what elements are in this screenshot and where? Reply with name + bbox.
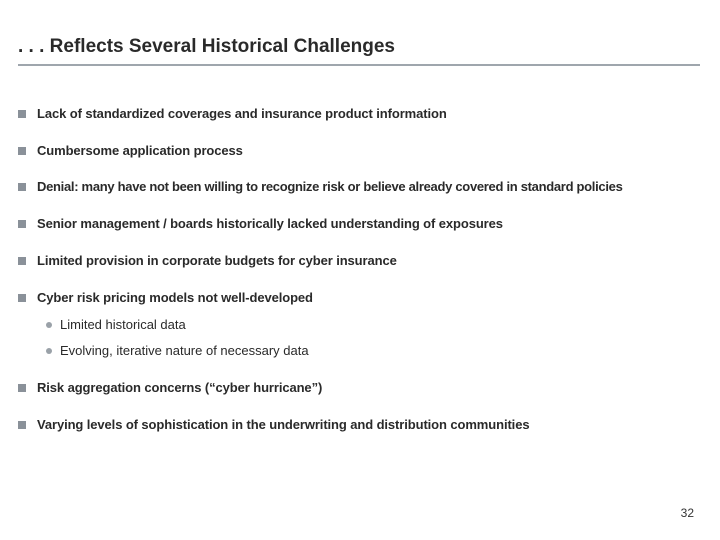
square-bullet-icon [18, 421, 26, 429]
square-bullet-icon [18, 220, 26, 228]
sub-bullet-item [46, 317, 186, 332]
slide-title: . . . Reflects Several Historical Challenges [18, 36, 395, 57]
bullet-text: Denial: many have not been willing to recognize risk or believe already covered in standard policies [37, 179, 623, 194]
title-divider [18, 64, 700, 66]
page-number: 32 [680, 506, 694, 520]
bullet-text: Varying levels of sophistication in the underwriting and distribution communities [37, 417, 530, 432]
sub-bullet-item [46, 343, 309, 358]
square-bullet-icon [18, 384, 26, 392]
bullet-text: Limited provision in corporate budgets for cyber insurance [37, 253, 397, 268]
bullet-item [18, 179, 623, 194]
sub-bullet-text: Limited historical data [60, 317, 186, 332]
bullet-item [18, 380, 322, 395]
square-bullet-icon [18, 183, 26, 191]
square-bullet-icon [18, 147, 26, 155]
bullet-item [18, 106, 447, 121]
bullet-text: Lack of standardized coverages and insurance product information [37, 106, 447, 121]
dot-bullet-icon [46, 322, 52, 328]
dot-bullet-icon [46, 348, 52, 354]
bullet-item [18, 290, 313, 305]
bullet-item [18, 216, 503, 231]
sub-bullet-text: Evolving, iterative nature of necessary data [60, 343, 309, 358]
square-bullet-icon [18, 294, 26, 302]
bullet-text: Risk aggregation concerns (“cyber hurricane”) [37, 380, 323, 395]
bullet-text: Senior management / boards historically lacked understanding of exposures [37, 216, 503, 231]
bullet-item [18, 417, 529, 432]
bullet-text: Cyber risk pricing models not well-developed [37, 290, 313, 305]
bullet-text: Cumbersome application process [37, 143, 243, 158]
square-bullet-icon [18, 257, 26, 265]
square-bullet-icon [18, 110, 26, 118]
bullet-item [18, 143, 243, 158]
bullet-item [18, 253, 397, 268]
